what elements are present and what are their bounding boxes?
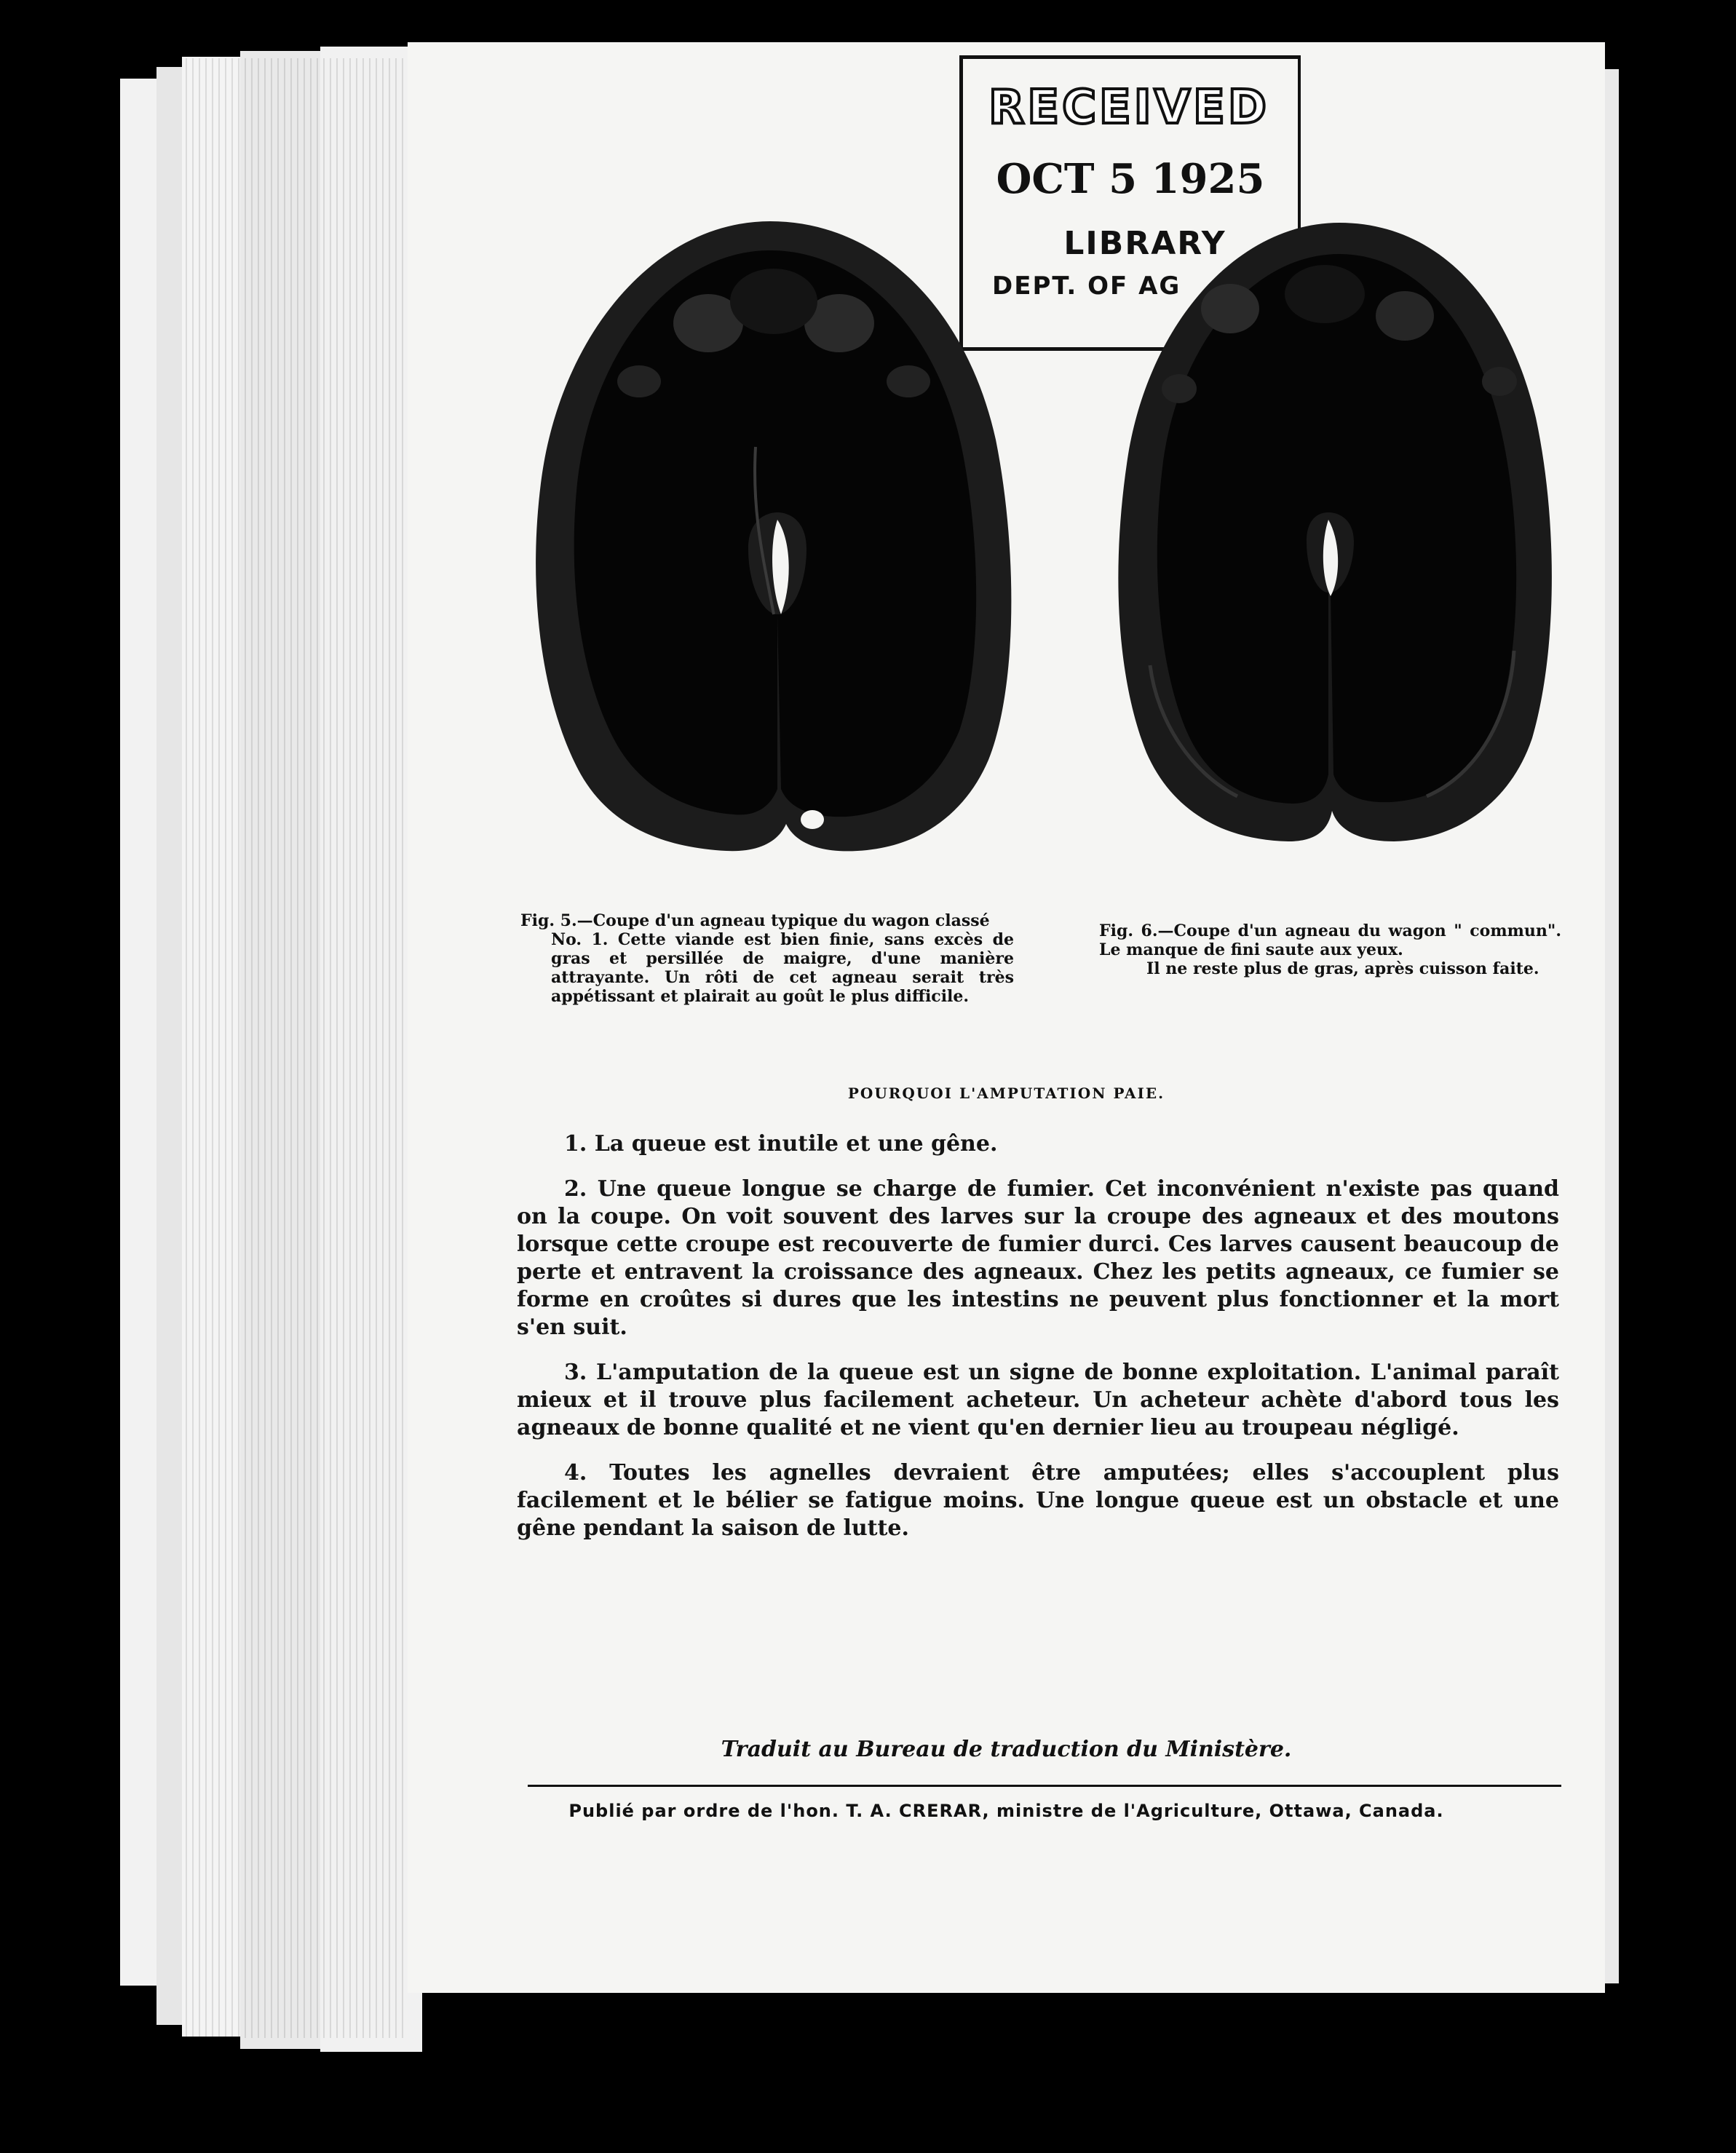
figure-5-lamb-cross-section bbox=[515, 207, 1025, 876]
stamp-date: OCT 5 1925 bbox=[996, 155, 1265, 203]
translator-note: Traduit au Bureau de traduction du Ministère. bbox=[721, 1737, 1292, 1762]
section-heading: POURQUOI L'AMPUTATION PAIE. bbox=[847, 1085, 1165, 1102]
figure-6-caption-body: Il ne reste plus de gras, après cuisson faite. bbox=[1146, 959, 1539, 978]
figure-5-caption-body: No. 1. Cette viande est bien finie, sans excès de gras et persillée de maigre, d'une manière attrayante. Un rôti de cet agneau serait très appétissant et plairait au goût le plus difficile. bbox=[551, 930, 1014, 1006]
page-stack-lines bbox=[186, 58, 404, 2038]
stamp-department: DEPT. OF AG bbox=[992, 271, 1181, 301]
paragraph-3: 3. L'amputation de la queue est un signe de bonne exploitation. L'animal paraît mieux et il trouve plus facilement acheteur. Un acheteur achète d'abord tous les agneaux de bonne qualité et ne vient qu'en dernier lieu au troupeau négligé. bbox=[517, 1360, 1559, 1440]
figure-5-caption bbox=[520, 911, 1014, 1006]
publisher-line: Publié par ordre de l'hon. T. A. CRERAR, ministre de l'Agriculture, Ottawa, Canada. bbox=[568, 1801, 1444, 1821]
document-page bbox=[408, 42, 1605, 1993]
figure-6-lamb-cross-section bbox=[1106, 214, 1559, 862]
body-text bbox=[517, 1130, 1559, 1560]
paragraph-4: 4. Toutes les agnelles devraient être amputées; elles s'accouplent plus facilement et le bélier se fatigue moins. Une longue queue est un obstacle et une gêne pendant la saison de lutte. bbox=[517, 1460, 1559, 1541]
paragraph-1: 1. La queue est inutile et une gêne. bbox=[564, 1131, 998, 1157]
figure-6-caption-title: Fig. 6.—Coupe d'un agneau du wagon " commun". Le manque de fini saute aux yeux. bbox=[1099, 921, 1561, 959]
footer-rule bbox=[528, 1785, 1561, 1787]
figure-6-caption bbox=[1099, 921, 1561, 978]
paragraph-2: 2. Une queue longue se charge de fumier. Cet inconvénient n'existe pas quand on la coupe. On voit souvent des larves sur la croupe des agneaux et des moutons lorsque cette croupe est recouverte de fumier durci. Ces larves causent beaucoup de perte et entravent la croissance des agneaux. Chez les petits agneaux, ce fumier se forme en croûtes si dures que les intestins ne peuvent plus fonctionner et la mort s'en suit. bbox=[517, 1176, 1559, 1340]
figure-5-caption-title: Fig. 5.—Coupe d'un agneau typique du wagon classé bbox=[520, 911, 990, 930]
stamp-title: RECEIVED bbox=[988, 81, 1269, 135]
stamp-library: LIBRARY bbox=[1063, 225, 1226, 262]
